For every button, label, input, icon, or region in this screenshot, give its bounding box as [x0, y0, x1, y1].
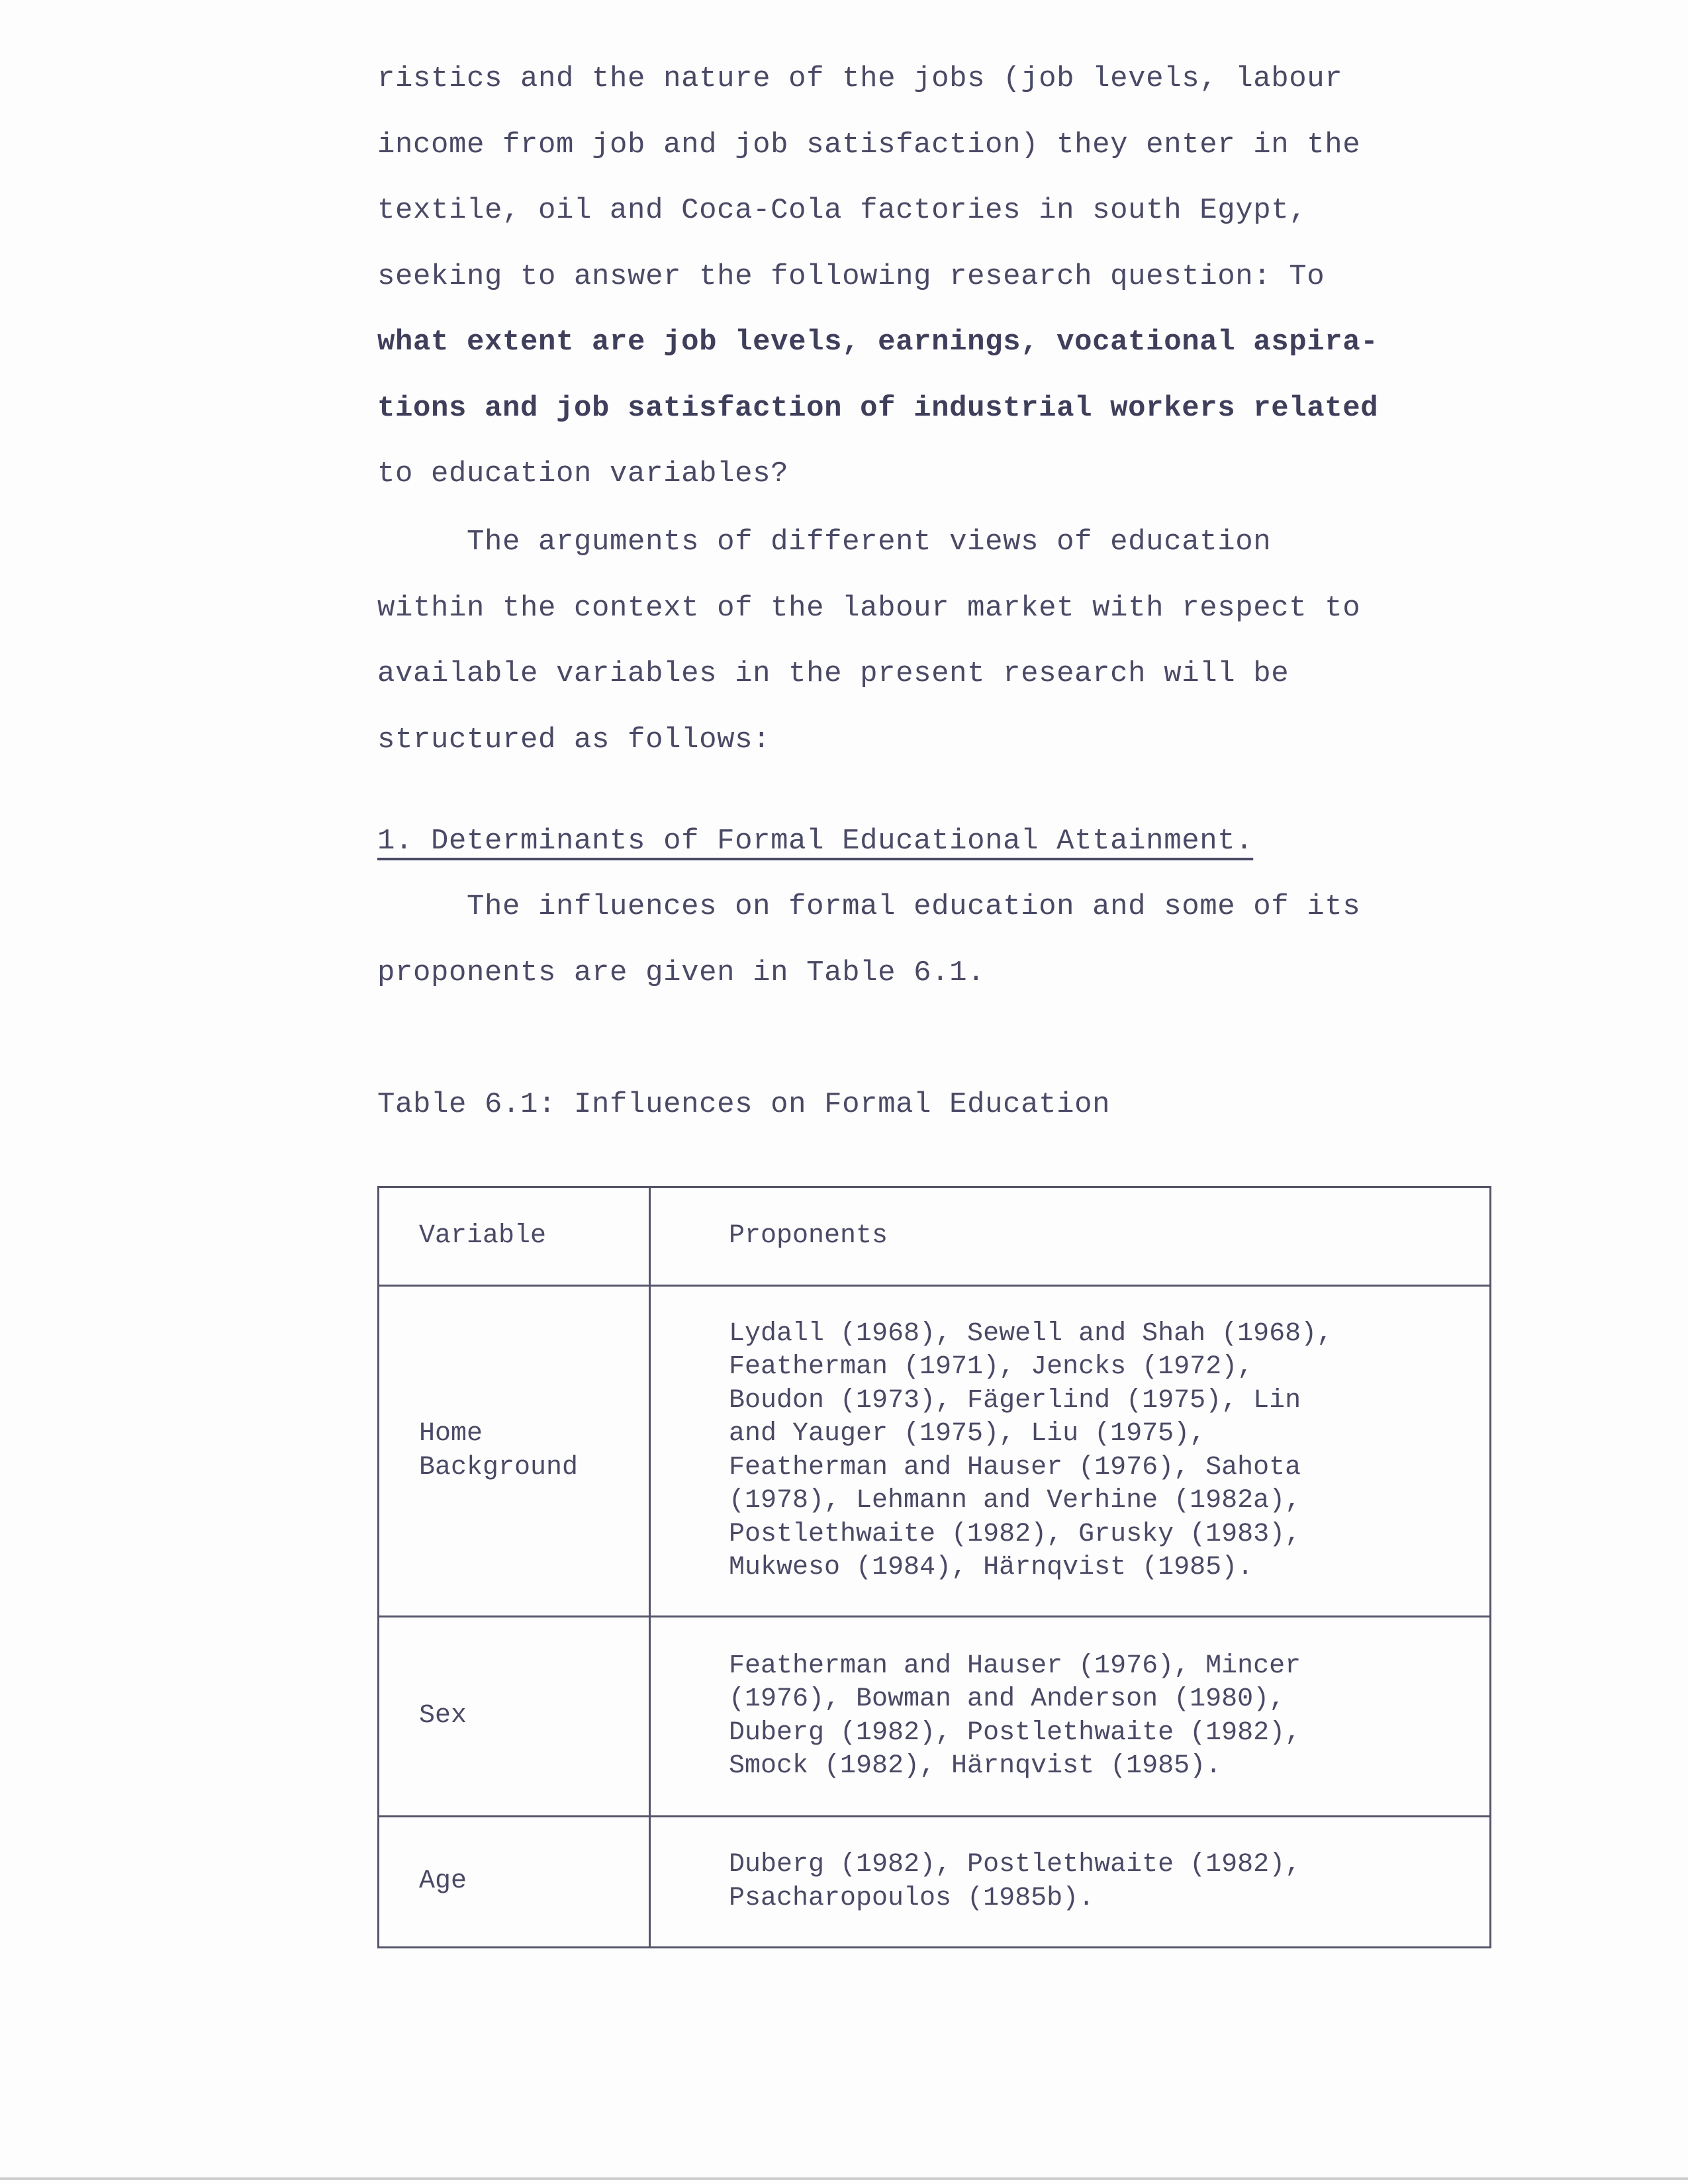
- text-line: The arguments of different views of education: [377, 525, 1272, 559]
- proponents-cell: Featherman and Hauser (1976), Mincer (1976), Bowman and Anderson (1980), Duberg (1982), Postlethwaite (1982), Smock (1982), Härnqvist (1985).: [650, 1617, 1491, 1817]
- table-caption: Table 6.1: Influences on Formal Education: [377, 1088, 1111, 1121]
- text-line: within the context of the labour market with respect to: [377, 591, 1361, 625]
- table-row: [379, 1617, 1491, 1817]
- page-bottom-edge: [0, 2177, 1688, 2180]
- influences-table: [377, 1186, 1491, 1948]
- text-line: income from job and job satisfaction) they enter in the: [377, 128, 1361, 161]
- text-line: The influences on formal education and some of its: [377, 890, 1361, 923]
- text-line: structured as follows:: [377, 723, 771, 756]
- header-variable: Variable: [379, 1187, 650, 1286]
- paragraph-1: [377, 46, 1496, 508]
- proponents-cell: Duberg (1982), Postlethwaite (1982), Psacharopoulos (1985b).: [650, 1817, 1491, 1948]
- table-row: [379, 1817, 1491, 1948]
- research-question-line: what extent are job levels, earnings, vocational aspira-: [377, 326, 1379, 359]
- variable-cell: Sex: [379, 1617, 650, 1817]
- section-heading: 1. Determinants of Formal Educational Attainment.: [377, 825, 1254, 858]
- proponents-cell: Lydall (1968), Sewell and Shah (1968), Featherman (1971), Jencks (1972), Boudon (1973), Fägerlind (1975), Lin and Yauger (1975), Liu (1975), Featherman and Hauser (1976), Sahota (1978), Lehmann and Verhine (1982a), Postlethwaite (1982), Grusky (1983), Mukweso (1984), Härnqvist (1985).: [650, 1286, 1491, 1617]
- variable-cell: Age: [379, 1817, 650, 1948]
- text-line: proponents are given in Table 6.1.: [377, 956, 986, 989]
- research-question-line: tions and job satisfaction of industrial workers related: [377, 391, 1379, 425]
- paragraph-3: [377, 874, 1496, 1006]
- table-row: [379, 1286, 1491, 1617]
- text-line: seeking to answer the following research question: To: [377, 259, 1325, 293]
- header-proponents: Proponents: [650, 1187, 1491, 1286]
- paragraph-2: [377, 510, 1496, 773]
- variable-cell: Home Background: [379, 1286, 650, 1617]
- text-line: to education variables?: [377, 457, 789, 490]
- table-header-row: [379, 1187, 1491, 1286]
- text-line: available variables in the present research will be: [377, 657, 1289, 690]
- text-line: ristics and the nature of the jobs (job levels, labour: [377, 62, 1343, 95]
- text-line: textile, oil and Coca-Cola factories in south Egypt,: [377, 194, 1307, 227]
